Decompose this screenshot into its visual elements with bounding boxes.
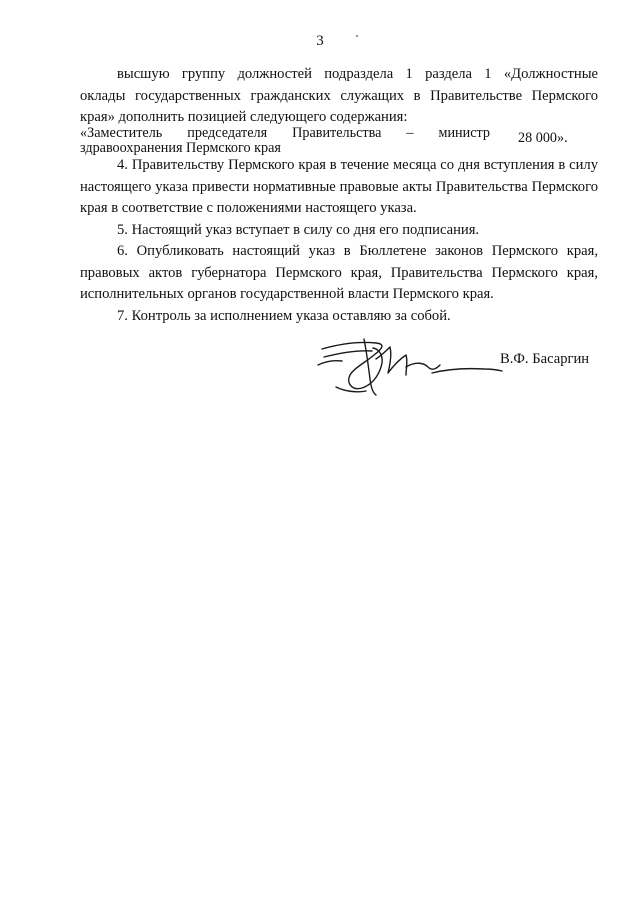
position-salary: 28 000». xyxy=(518,130,568,146)
position-title xyxy=(80,126,490,156)
item-paragraph-4: 4. Правительству Пермского края в течение месяца со дня вступления в силу настоящего указа привести нормативные правовые акты Правительства Пермского края в соответствие с положениями настоящего указа. xyxy=(80,157,598,216)
handwritten-signature xyxy=(316,335,506,401)
item-paragraph-6: 6. Опубликовать настоящий указ в Бюллетене законов Пермского края, правовых актов губернатора Пермского края, Правительства Пермского края, исполнительных органов государственной власти Пермского края. xyxy=(80,243,598,302)
item-paragraph-5: 5. Настоящий указ вступает в силу со дня его подписания. xyxy=(117,221,480,238)
intro-line-2: оклады государственных гражданских служащих в Правительстве Пермского xyxy=(80,87,598,104)
intro-line-3: края» дополнить позицией следующего содержания: xyxy=(80,109,408,125)
intro-line-1: высшую группу должностей подраздела 1 раздела 1 «Должностные xyxy=(117,66,598,82)
intro-paragraph xyxy=(80,64,598,129)
signer-name: В.Ф. Басаргин xyxy=(500,351,590,367)
position-title-line-1: «Заместитель председателя Правительства – министр xyxy=(80,125,490,141)
page-number: 3 xyxy=(316,33,324,49)
scan-speck xyxy=(356,35,358,37)
item-paragraph-7: 7. Контроль за исполнением указа оставляю за собой. xyxy=(117,307,451,324)
items-block xyxy=(80,155,598,327)
position-title-line-2: здравоохранения Пермского края xyxy=(80,140,281,156)
